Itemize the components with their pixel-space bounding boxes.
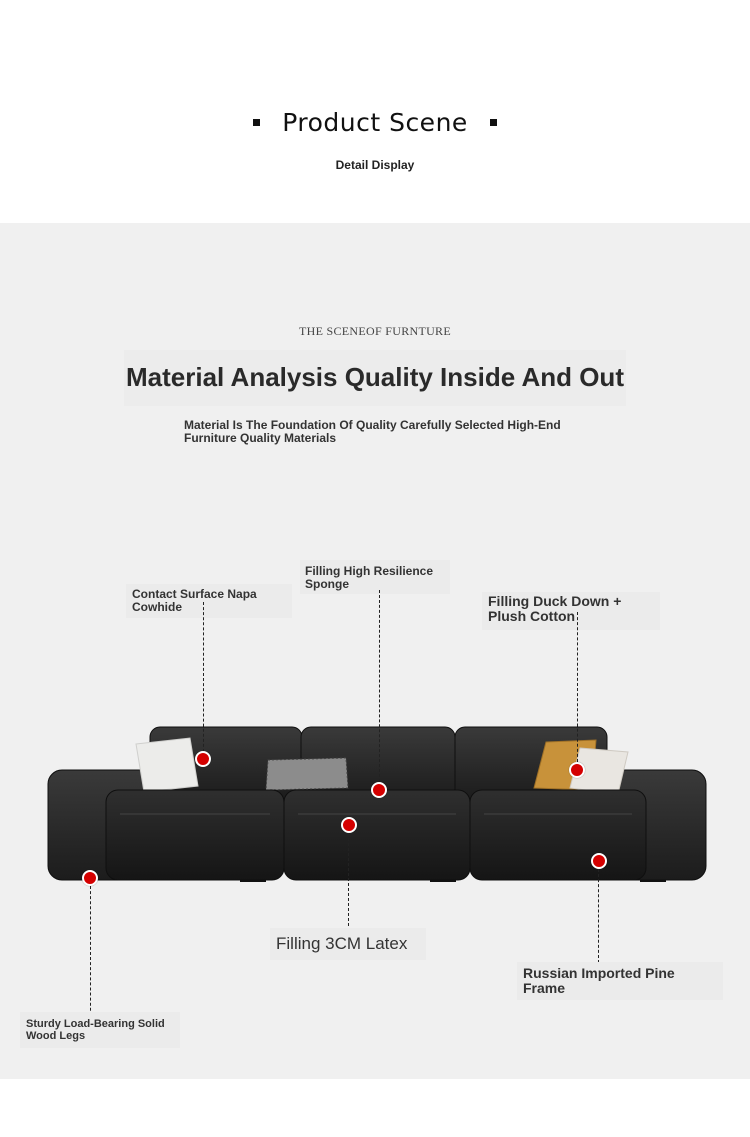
page-title: Product Scene: [0, 108, 750, 137]
square-bullet-icon: [490, 119, 497, 126]
sofa-image: [40, 718, 714, 890]
bottom-strip: [0, 1079, 750, 1137]
callout-latex-label: Filling 3CM Latex: [276, 934, 408, 953]
section-description: Material Is The Foundation Of Quality Carefully Selected High-End Furniture Quality Materials: [184, 418, 561, 445]
callout-napa-marker[interactable]: [195, 751, 211, 767]
callout-sponge-marker[interactable]: [371, 782, 387, 798]
callout-pine-label: Russian Imported Pine Frame: [523, 965, 675, 997]
callout-sponge-line: [379, 590, 380, 782]
page-subtitle: Detail Display: [335, 158, 415, 172]
section-eyebrow: THE SCENEOF FURNTURE: [298, 324, 451, 338]
callout-legs-marker[interactable]: [82, 870, 98, 886]
header-section: [0, 0, 750, 223]
callout-duck-down-label: Filling Duck Down + Plush Cotton: [488, 593, 622, 625]
callout-napa-label: Contact Surface Napa Cowhide: [132, 587, 257, 615]
callout-pine-line: [598, 869, 599, 963]
section-headline: Material Analysis Quality Inside And Out: [126, 362, 624, 392]
callout-pine-marker[interactable]: [591, 853, 607, 869]
callout-duck-down-line: [577, 612, 578, 762]
callout-sponge-label: Filling High Resilience Sponge: [305, 564, 434, 592]
callout-legs-label: Sturdy Load-Bearing Solid Wood Legs: [26, 1018, 165, 1043]
callout-latex-marker[interactable]: [341, 817, 357, 833]
callout-napa-line: [203, 602, 204, 752]
square-bullet-icon: [253, 119, 260, 126]
callout-latex-line: [348, 833, 349, 926]
callout-duck-down-marker[interactable]: [569, 762, 585, 778]
callout-legs-line: [90, 886, 91, 1026]
